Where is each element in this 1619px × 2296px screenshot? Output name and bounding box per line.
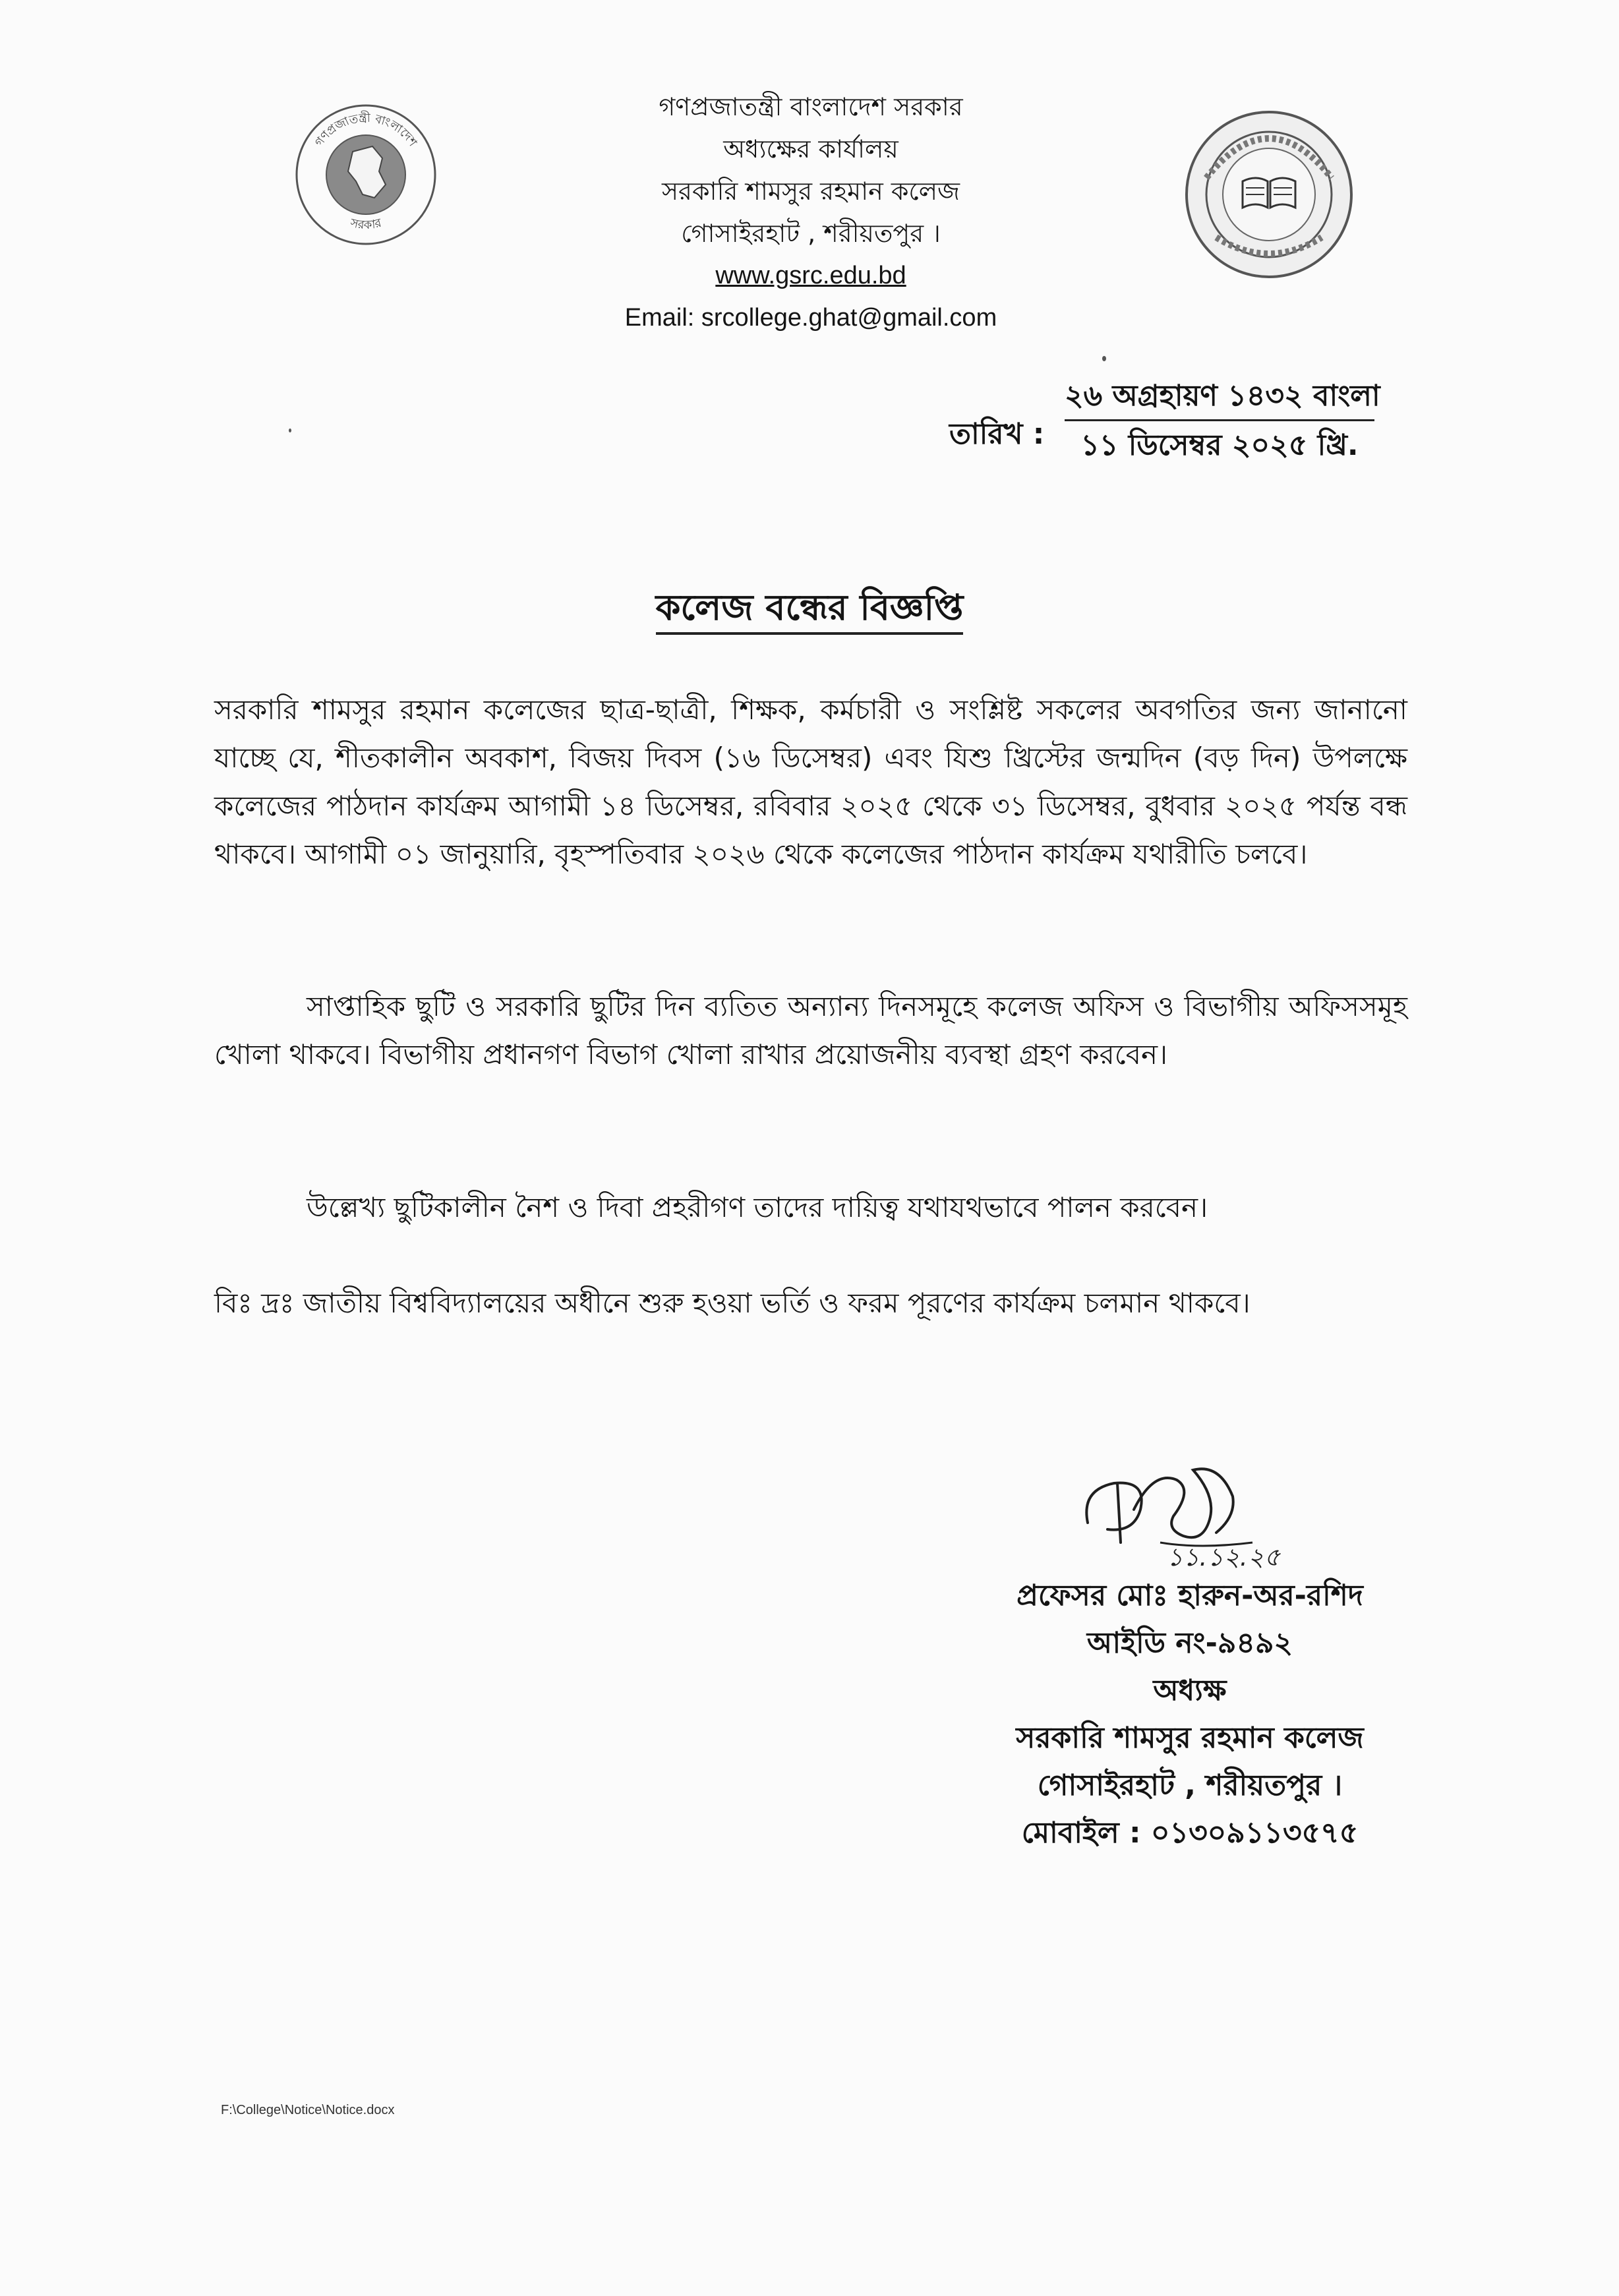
signatory-name: প্রফেসর মোঃ হারুন-অর-রশিদ bbox=[1016, 1579, 1363, 1612]
signatory-block bbox=[910, 1572, 1470, 1857]
bangladesh-govt-seal-icon bbox=[290, 99, 442, 250]
date-fraction bbox=[1065, 376, 1380, 466]
svg-text:সরকার bbox=[348, 216, 383, 232]
signatory-id: আইডি নং-৯৪৯২ bbox=[1086, 1626, 1293, 1660]
notice-title bbox=[0, 580, 1619, 639]
college-name: সরকারি শামসুর রহমান কলেজ bbox=[661, 177, 960, 206]
letterhead bbox=[461, 86, 1160, 339]
date-block bbox=[949, 376, 1411, 481]
paragraph-guard-duty: উল্লেখ্য ছুটিকালীন নৈশ ও দিবা প্রহরীগণ তাদের দায়িত্ব যথাযথভাবে পালন করবেন। bbox=[307, 1191, 1208, 1223]
college-location: গোসাইরহাট , শরীয়তপুর । bbox=[681, 219, 941, 248]
notice-title-text: কলেজ বন্ধের বিজ্ঞপ্তি bbox=[656, 587, 964, 635]
website-link[interactable]: www.gsrc.edu.bd bbox=[715, 262, 906, 289]
govt-name: গণপ্রজাতন্ত্রী বাংলাদেশ সরকার bbox=[659, 92, 963, 121]
seal-bottom-text: সরকার bbox=[349, 216, 383, 233]
signature-date: ১১.১২.২৫ bbox=[1167, 1543, 1281, 1572]
scan-speck bbox=[289, 428, 291, 432]
signatory-mobile: মোবাইল : ০১৩০৯১১৩৫৭৫ bbox=[1021, 1816, 1359, 1850]
handwritten-signature-icon bbox=[1068, 1444, 1305, 1578]
college-logo-seal-icon bbox=[1180, 105, 1358, 283]
office-name: অধ্যক্ষের কার্যালয় bbox=[723, 134, 898, 163]
signatory-designation: অধ্যক্ষ bbox=[1153, 1674, 1227, 1707]
paragraph-note: বিঃ দ্রঃ জাতীয় বিশ্ববিদ্যালয়ের অধীনে শুরু হওয়া ভর্তি ও ফরম পূরণের কার্যক্রম চলমান থাকবে। bbox=[214, 1287, 1251, 1319]
seal-top-text: গণপ্রজাতন্ত্রী বাংলাদেশ bbox=[312, 111, 420, 150]
file-path: F:\College\Notice\Notice.docx bbox=[221, 2103, 395, 2117]
date-divider bbox=[1065, 419, 1374, 421]
email-address[interactable]: Email: srcollege.ghat@gmail.com bbox=[624, 304, 997, 332]
signatory-institution: সরকারি শামসুর রহমান কলেজ bbox=[1016, 1721, 1364, 1755]
paragraph-office-hours: সাপ্তাহিক ছুটি ও সরকারি ছুটির দিন ব্যতিত অন্যান্য দিনসমূহে কলেজ অফিস ও বিভাগীয় অফিসসমূহ খোলা থাকবে। বিভাগীয় প্রধানগণ বিভাগ খোলা রাখার প্রয়োজনীয় ব্যবস্থা গ্রহণ করবেন। bbox=[214, 990, 1407, 1071]
date-bangla: ২৬ অগ্রহায়ণ ১৪৩২ বাংলা bbox=[1065, 379, 1380, 413]
paragraph-closure-dates: সরকারি শামসুর রহমান কলেজের ছাত্র-ছাত্রী, শিক্ষক, কর্মচারী ও সংশ্লিষ্ট সকলের অবগতির জন্য জানানো যাচ্ছে যে, শীতকালীন অবকাশ, বিজয় দিবস (১৬ ডিসেম্বর) এবং যিশু খ্রিস্টের জন্মদিন (বড় দিন) উপলক্ষে কলেজের পাঠদান কার্যক্রম আগামী ১৪ ডিসেম্বর, রবিবার ২০২৫ থেকে ৩১ ডিসেম্বর, বুধবার ২০২৫ পর্যন্ত বন্ধ থাকবে। আগামী ০১ জানুয়ারি, বৃহস্পতিবার ২০২৬ থেকে কলেজের পাঠদান কার্যক্রম যথারীতি চলবে। bbox=[214, 693, 1407, 870]
scan-speck bbox=[1102, 356, 1106, 361]
date-gregorian: ১১ ডিসেম্বর ২০২৫ খ্রি. bbox=[1080, 428, 1359, 462]
date-label: তারিখ : bbox=[949, 417, 1045, 451]
signatory-location: গোসাইরহাট , শরীয়তপুর । bbox=[1037, 1769, 1343, 1802]
